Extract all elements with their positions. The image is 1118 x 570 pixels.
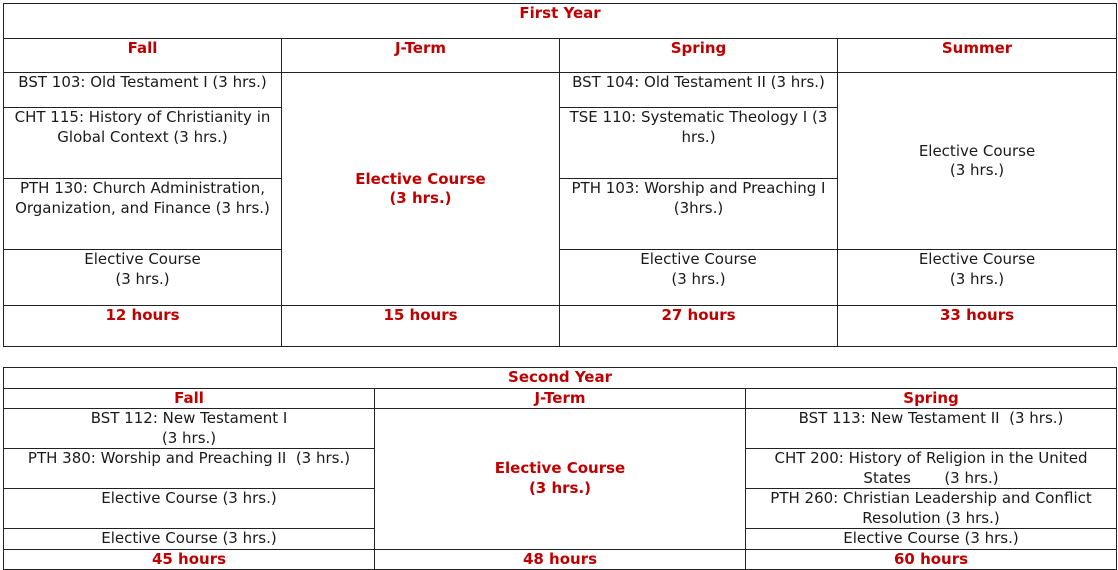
second-year-spring-course-4: Elective Course (3 hrs.) — [746, 529, 1117, 550]
second-year-spring-course-3: PTH 260: Christian Leadership and Conflict Resolution (3 hrs.) — [746, 489, 1117, 529]
first-year-spring-course-1: BST 104: Old Testament II (3 hrs.) — [560, 73, 838, 108]
first-year-summer-total: 33 hours — [838, 306, 1117, 347]
first-year-jterm-course: Elective Course (3 hrs.) — [282, 73, 560, 306]
first-year-fall-course-3: PTH 130: Church Administration, Organization, and Finance (3 hrs.) — [4, 179, 282, 250]
first-year-spring-header: Spring — [560, 39, 838, 73]
second-year-fall-course-2: PTH 380: Worship and Preaching II (3 hrs.) — [4, 449, 375, 489]
second-year-jterm-course: Elective Course (3 hrs.) — [375, 409, 746, 550]
first-year-fall-course-2: CHT 115: History of Christianity in Global Context (3 hrs.) — [4, 108, 282, 179]
second-year-spring-course-1: BST 113: New Testament II (3 hrs.) — [746, 409, 1117, 449]
first-year-summer-course-2: Elective Course (3 hrs.) — [838, 250, 1117, 306]
first-year-spring-course-3: PTH 103: Worship and Preaching I (3hrs.) — [560, 179, 838, 250]
second-year-jterm-header: J-Term — [375, 388, 746, 409]
second-year-fall-header: Fall — [4, 388, 375, 409]
second-year-fall-course-3: Elective Course (3 hrs.) — [4, 489, 375, 529]
first-year-spring-course-2: TSE 110: Systematic Theology I (3 hrs.) — [560, 108, 838, 179]
first-year-jterm-header: J-Term — [282, 39, 560, 73]
first-year-fall-header: Fall — [4, 39, 282, 73]
second-year-spring-course-2: CHT 200: History of Religion in the United States (3 hrs.) — [746, 449, 1117, 489]
first-year-fall-course-1: BST 103: Old Testament I (3 hrs.) — [4, 73, 282, 108]
second-year-fall-total: 45 hours — [4, 549, 375, 570]
first-year-summer-course-1: Elective Course (3 hrs.) — [838, 73, 1117, 250]
second-year-title: Second Year — [4, 368, 1117, 389]
first-year-jterm-total: 15 hours — [282, 306, 560, 347]
second-year-table — [3, 367, 1117, 570]
first-year-spring-course-4: Elective Course (3 hrs.) — [560, 250, 838, 306]
first-year-fall-course-4: Elective Course (3 hrs.) — [4, 250, 282, 306]
second-year-jterm-total: 48 hours — [375, 549, 746, 570]
first-year-fall-total: 12 hours — [4, 306, 282, 347]
second-year-fall-course-1: BST 112: New Testament I (3 hrs.) — [4, 409, 375, 449]
first-year-title: First Year — [4, 4, 1117, 39]
first-year-table — [3, 3, 1117, 347]
second-year-spring-header: Spring — [746, 388, 1117, 409]
second-year-fall-course-4: Elective Course (3 hrs.) — [4, 529, 375, 550]
first-year-summer-header: Summer — [838, 39, 1117, 73]
second-year-spring-total: 60 hours — [746, 549, 1117, 570]
first-year-spring-total: 27 hours — [560, 306, 838, 347]
